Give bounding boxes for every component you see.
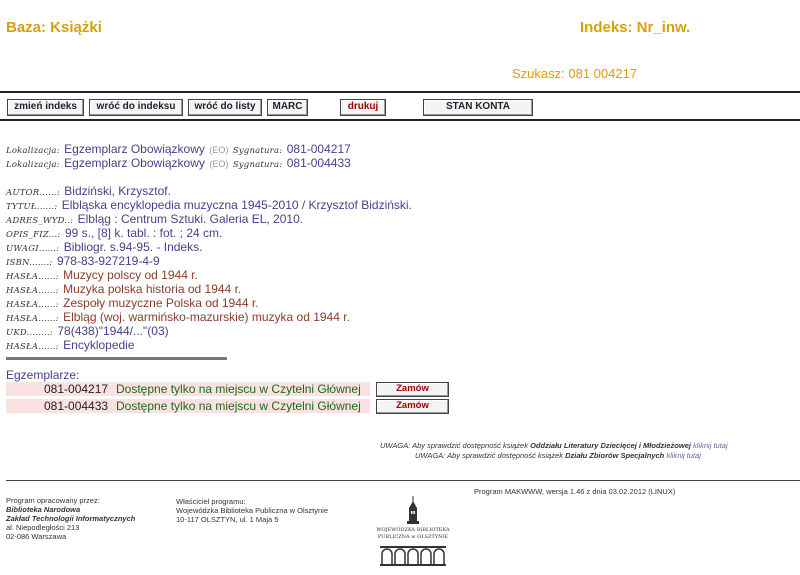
toolbar-bottom-line [0,119,800,121]
footer-owner-info: Właściciel programu: Wojewódzka Biblioteka Publiczna w Olsztynie 10-117 OLSZTYN, ul. 1 Maja 5 [176,497,329,524]
program-version: Program MAKWWW, wersja 1.46 z dnia 03.02.2012 (LINUX) [474,487,676,496]
record-field-publisher: ADRES_WYD..: Elbląg : Centrum Sztuki. Galeria EL, 2010. [6,212,304,226]
copy-row [6,399,370,413]
back-to-list-button[interactable]: wróć do listy [188,99,262,116]
index-title: Indeks: Nr_inw. [580,19,691,36]
copies-title: Egzemplarze: [6,368,80,382]
record-field-isbn: ISBN.......: 978-83-927219-4-9 [6,254,160,268]
account-status-button[interactable]: STAN KONTA [423,99,533,116]
section-divider [6,357,227,360]
database-title: Baza: Książki [6,19,102,36]
location-row: Lokalizacja: Egzemplarz Obowiązkowy (EO) Sygnatura: 081-004433 [6,156,351,170]
record-field-physical: OPIS_FIZ...: 99 s., [8] k. tabl. : fot. ; 24 cm. [6,226,223,240]
back-to-index-button[interactable]: wróć do indeksu [89,99,183,116]
record-field-subject: HASŁA......: Elbląg (woj. warmińsko-mazurskie) muzyka od 1944 r. [6,310,350,324]
footer-author-info: Program opracowany przez: Biblioteka Narodowa Zakład Technologii Informatycznych al. Niepodległości 213 02-086 Warszawa [6,496,136,541]
copy-row [6,382,370,396]
availability-note: UWAGA: Aby sprawdzić dostępność książek Oddziału Literatury Dziecięcej i Młodzieżowej kliknij tutaj [380,441,728,450]
click-here-link[interactable]: kliknij tutaj [693,441,728,450]
record-field-subject: HASŁA......: Encyklopedie [6,338,135,352]
availability-note: UWAGA: Aby sprawdzić dostępność książek Działu Zbiorów Specjalnych kliknij tutaj [415,451,701,460]
change-index-button[interactable]: zmień indeks [7,99,84,116]
logo-caption: WOJEWÓDZKA BIBLIOTEKA PUBLICZNA w OLSZTYNIE [376,527,450,540]
record-field-subject: HASŁA......: Muzycy polscy od 1944 r. [6,268,198,282]
footer-line [6,480,800,481]
record-field-subject: HASŁA......: Zespoły muzyczne Polska od 1944 r. [6,296,259,310]
search-query: Szukasz: 081 004217 [512,66,638,81]
library-logo [376,494,450,570]
copy-id: 081-004433 [44,399,109,413]
order-button[interactable]: Zamów [376,382,449,397]
location-row: Lokalizacja: Egzemplarz Obowiązkowy (EO) Sygnatura: 081-004217 [6,142,351,156]
click-here-link[interactable]: kliknij tutaj [666,451,701,460]
print-button[interactable]: drukuj [340,99,386,116]
record-field-author: AUTOR......: Bidziński, Krzysztof. [6,184,171,198]
toolbar-top-line [0,91,800,93]
copy-id: 081-004217 [44,382,109,396]
record-field-ukd: UKD........: 78(438)"1944/..."(03) [6,324,169,338]
record-field-title: TYTUŁ......: Elbląska encyklopedia muzyczna 1945-2010 / Krzysztof Bidziński. [6,198,412,212]
marc-button[interactable]: MARC [267,99,308,116]
order-button[interactable]: Zamów [376,399,449,414]
copy-status: Dostępne tylko na miejscu w Czytelni Głównej [116,399,361,413]
copy-status: Dostępne tylko na miejscu w Czytelni Głównej [116,382,361,396]
record-field-notes: UWAGI......: Bibliogr. s.94-95. - Indeks. [6,240,203,254]
record-field-subject: HASŁA......: Muzyka polska historia od 1944 r. [6,282,242,296]
